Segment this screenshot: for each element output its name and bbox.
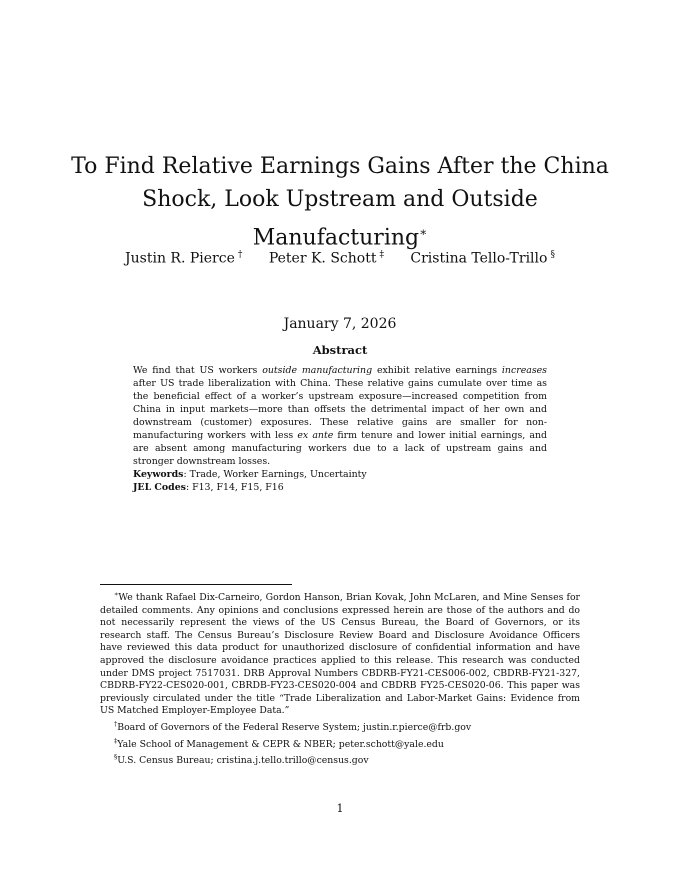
jel-codes-value: : F13, F14, F15, F16: [185, 482, 284, 493]
abstract-segment: after US trade liberalization with China. These relative gains cumulate over time as the beneficial effect of a worker’s upstream exposure—increased competition from China in input markets—more than offsets the detrimental impact of her own and downstream (customer) exposures. These relative gains are smaller for non-manufacturing workers with less: [133, 378, 547, 441]
keywords-label: Keywords: [133, 469, 184, 480]
abstract-segment: firm tenure and lower initial earnings, and are absent among manufacturing workers due to a lack of upstream gains and stronger downstream losses.: [133, 430, 548, 467]
footnote: [100, 735, 580, 752]
footnote-text: Yale School of Management & CEPR & NBER; peter.schott@yale.edu: [117, 738, 444, 750]
abstract-body: [133, 364, 547, 494]
abstract-text: [133, 364, 547, 468]
footnotes: [100, 588, 580, 768]
author-name: Justin R. Pierce: [125, 250, 235, 267]
footnote-text: Board of Governors of the Federal Reserve System; justin.r.pierce@frb.gov: [117, 722, 472, 734]
keywords-value: : Trade, Worker Earnings, Uncertainty: [183, 469, 367, 480]
footnote-text: We thank Rafael Dix-Carneiro, Gordon Hanson, Brian Kovak, John McLaren, and Mine Senses for detailed comments. Any opinions and conclusions expressed herein are those of the authors and do not necessarily represent the views of the US Census Bureau, the Board of Governors, or its research staff. The Census Bureau’s Disclosure Review Board and Disclosure Avoidance Officers have reviewed this data product for unauthorized disclosure of confidential information and have approved the disclosure avoidance practices applied to this release. This research was conducted under DMS project 7517031. DRB Approval Numbers CBDRB-FY21-CES006-002, CBDRB-FY21-327, CBDRB-FY22-CES020-001, CBRDB-FY23-CES020-004 and CBDRB FY25-CES020-06. This paper was previously circulated under the title “Trade Liberalization and Labor-Market Gains: Evidence from US Matched Employer-Employee Data.”: [100, 592, 580, 717]
author: [410, 250, 555, 267]
author-footnote-mark: §: [550, 250, 555, 260]
abstract-heading: Abstract: [312, 343, 368, 357]
abstract-segment: exhibit relative earnings: [372, 365, 502, 376]
author: [125, 250, 242, 267]
title-line-1: To Find Relative Earnings Gains After the China: [71, 154, 609, 179]
paper-title: [60, 150, 620, 254]
footnote: [100, 588, 580, 718]
footnote: [100, 718, 580, 735]
footnote-mark: ∗: [114, 590, 119, 598]
author-footnote-mark: ‡: [379, 250, 384, 260]
footnote-mark: ‡: [114, 736, 118, 745]
jel-codes-line: [133, 481, 547, 494]
author-list: [60, 250, 620, 267]
footnote-mark: §: [114, 753, 118, 762]
paper-date: January 7, 2026: [283, 316, 397, 332]
author-name: Cristina Tello-Trillo: [410, 250, 548, 267]
author-footnote-mark: †: [237, 250, 243, 260]
author: [269, 250, 384, 267]
title-footnote-mark: ∗: [419, 225, 428, 239]
abstract-segment-italic: increases: [501, 365, 547, 376]
abstract-segment: We find that US workers: [133, 365, 263, 376]
author-name: Peter K. Schott: [268, 250, 377, 267]
footnote: [100, 751, 580, 768]
footnote-mark: †: [114, 720, 118, 729]
footnote-divider: [100, 584, 292, 585]
footnote-text: U.S. Census Bureau; cristina.j.tello.trillo@census.gov: [117, 755, 369, 767]
abstract-segment-italic: ex ante: [297, 430, 334, 441]
abstract-segment-italic: outside manufacturing: [262, 365, 373, 376]
jel-codes-label: JEL Codes: [133, 482, 186, 493]
title-line-2: Shock, Look Upstream and Outside Manufacturing: [142, 187, 538, 251]
keywords-line: [133, 468, 547, 481]
page-number: 1: [336, 802, 344, 815]
